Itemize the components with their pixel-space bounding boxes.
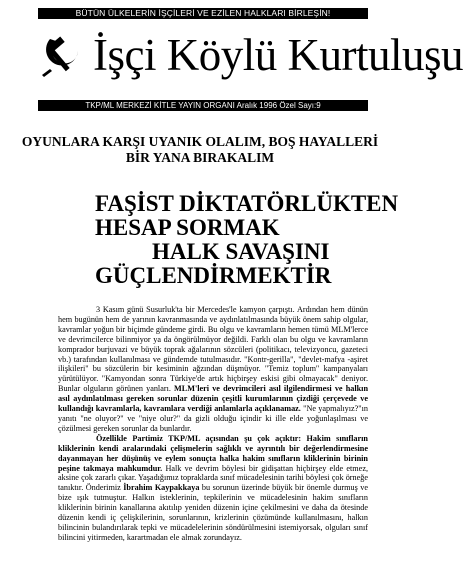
leader-name: İbrahim Kaypakkaya <box>123 483 200 493</box>
newspaper-title: İşçi Köylü Kurtuluşu <box>93 30 463 80</box>
main-title <box>0 192 400 288</box>
paragraph-2-bold: Özellikle Partimiz TKP/ML açısından şu çok açıktır: Hakim sınıfların kliklerinin kendi aralarındaki çelişmelerin sağlıklı ve ayrıntılı bir değerlendirmesine dayanmayan her düşünüş ve eylem sonuçta halka hakim sınıfların kliklerinin birinin peşine takmaya mahkumdur. <box>58 433 368 473</box>
article-paragraph-1 <box>58 305 368 434</box>
headline <box>0 134 400 166</box>
paragraph-1-text-c: "Ne yapmalıyız?"ın yanıtı "ne oluyor?" ve "niye olur?" da gizli olduğu içindir ki ille elde yoğunlaşılması ve çözülmesi gereken sorunlar da bunlardır. <box>58 404 368 433</box>
paragraph-2-text-b: Halk ve devrim böylesi bir gidişattan hiçbirşey elde etmez, aksine çok zararlı çıkar. Yaşadığımız topraklarda sınıf mücadelesinin tarihi böylesi çok örneğe tanıktır. Önderimiz <box>58 463 368 493</box>
article-body <box>58 305 368 543</box>
paragraph-2-text-c: bu sorunun üzerinde büyük bir önemle durmuş ve bize ışık tutmuştur. Halkın isteklerinin, tepkilerinin ve mücadelesinin hakim sınıfların kliklerinin birinin kanallarına akıtılıp yeniden düzenin içine çekilmesini ve daha da ötesinde düzenin kendi iç çelişkilerinin, sorunlarının, krizlerinin çözümünde kullanılmasını, halkın bilincinin bulandırılarak tepki ve mücadelelerinin söndürülmesini istemiyorsak, olguları sınıf bilincini yitirmeden, karartmadan ele almak zorundayız. <box>58 483 368 542</box>
paragraph-1-bold: MLM'leri ve devrimcileri asıl ilgilendirmesi ve halkın asıl aydınlatılması gereken sorunlar düzenin çeşitli kurumlarının çizdiği çerçevede ve kullandığı kavramlarla, kavramlara verdiği anlamlarla açıklanamaz. <box>58 384 369 414</box>
hammer-sickle-icon <box>38 31 86 79</box>
headline-line-1: OYUNLARA KARŞI UYANIK OLALIM, BOŞ HAYALLERİ <box>21 134 379 149</box>
masthead <box>38 23 463 97</box>
main-title-line-3: HALK SAVAŞINI <box>152 239 330 264</box>
article-paragraph-2 <box>58 434 368 543</box>
main-title-line-4: GÜÇLENDİRMEKTİR <box>95 263 332 288</box>
headline-line-2: BİR YANA BIRAKALIM <box>125 150 275 165</box>
main-title-line-2: HESAP SORMAK <box>95 215 280 240</box>
paragraph-1-text-a: 3 Kasım günü Susurluk'ta bir Mercedes'le kamyon çarpıştı. Ardından hem dünün hem bugünün hem de yarının kavranmasında ve aydınlatılmasında büyük önem sahip olgular, kavramlar yoğun bir biçimde gündeme girdi. Bu olgu ve kavramların hemen tümü MLM'lerce ve devrimcilerce bilinmiyor ya da öngörülmüyor değildi. Farklı olan bu olgu ve kavramların komprador burjuvazi ve büyük toprak ağalarının sözcüleri (politikacı, televizyoncu, gazeteci vb.) tarafından kullanılması ve gündemde tutulmasıdır. "Kontr-gerilla", "devlet-mafya -aşiret ilişkileri" bu sözcülerin bir kesiminin ağzından düşmüyor. "Temiz toplum" kampanyaları yürütülüyor. "Kamyondan sonra Türkiye'de artık hiçbirşey eskisi gibi olmayacak" deniyor. Bunlar olguların görünen yanları. <box>58 305 368 394</box>
sub-banner: TKP/ML MERKEZİ KİTLE YAYIN ORGANI Aralık 1996 Özel Sayı:9 <box>38 100 368 111</box>
top-banner: BÜTÜN ÜLKELERİN İŞÇİLERİ VE EZİLEN HALKLARI BİRLEŞİN! <box>38 8 368 19</box>
main-title-line-1: FAŞİST DİKTATÖRLÜKTEN <box>95 191 399 216</box>
